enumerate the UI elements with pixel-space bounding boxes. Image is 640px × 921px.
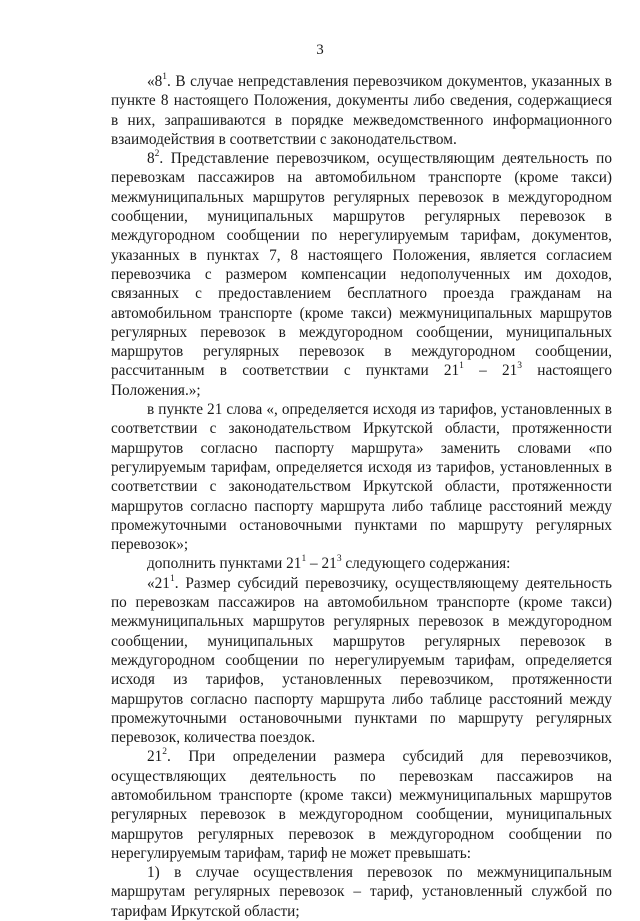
paragraph	[111, 72, 612, 149]
superscript: 2	[162, 747, 168, 758]
text-run: следующего содержания:	[341, 555, 511, 573]
paragraph	[111, 863, 612, 921]
text-run: 21	[147, 748, 163, 766]
text-run: 1) в случае осуществления перевозок по межмуниципальным маршрутам регулярных перевозок – тариф, установленный службой по тарифам Иркутской области;	[111, 864, 612, 920]
text-run: – 21	[463, 362, 518, 380]
text-run: дополнить пунктами 21	[147, 555, 302, 573]
superscript: 2	[154, 149, 160, 160]
superscript: 3	[336, 554, 342, 565]
text-run: «8	[147, 73, 163, 90]
text-run: 8	[147, 150, 155, 168]
text-run: . Представление перевозчиком, осуществляющим деятельность по перевозкам пассажиров на автомобильном транспорте (кроме такси) межмуниципальных маршрутов регулярных перевозок в междугородном сообщении, муниципальных маршрутов регулярных перевозок в междугородном сообщении по нерегулируемым тарифам, документов, указанных в пунктах 7, 8 настоящего Положения, является согласием перевозчика с размером компенсации недополученных им доходов, связанных с предоставлением бесплатного проезда гражданам на автомобильном транспорте (кроме такси) межмуниципальных маршрутов регулярных перевозок в междугородном сообщении, муниципальных маршрутов регулярных перевозок в междугородном сообщении, рассчитанным в соответствии с пунктами 21	[111, 150, 612, 380]
superscript: 3	[517, 361, 523, 372]
text-run: . В случае непредставления перевозчиком документов, указанных в пункте 8 настоящего Положения, документы либо сведения, содержащиеся в них, запрашиваются в порядке межведомственного информационного взаимодействия в соответствии с законодательством.	[111, 73, 612, 148]
superscript: 1	[169, 573, 175, 584]
paragraph	[111, 149, 612, 400]
text-run: настоящего Положения.»;	[111, 362, 613, 399]
paragraph	[111, 747, 612, 863]
text-run: . При определении размера субсидий для перевозчиков, осуществляющих деятельность по перевозкам пассажиров на автомобильном транспорте (кроме такси) межмуниципальных маршрутов регулярных перевозок в междугородном сообщении, муниципальных маршрутов регулярных перевозок в междугородном сообщении по нерегулируемым тарифам, тариф не может превышать:	[111, 748, 612, 862]
text-run: . Размер субсидий перевозчику, осуществляющему деятельность по перевозкам пассажиров на автомобильном транспорте (кроме такси) межмуниципальных маршрутов регулярных перевозок в междугородном сообщении, муниципальных маршрутов регулярных перевозок в междугородном сообщении по нерегулируемым тарифам, определяется исходя из тарифов, установленных перевозчиком, протяженности маршрутов согласно паспорту маршрута либо таблице расстояний между промежуточными остановочными пунктами по маршруту регулярных перевозок, количества поездок.	[111, 574, 612, 747]
superscript: 1	[301, 554, 307, 565]
paragraph	[111, 574, 612, 748]
document-body	[111, 72, 612, 921]
text-run: «21	[147, 574, 170, 592]
paragraph	[111, 554, 612, 573]
page-number: 3	[316, 42, 324, 58]
text-run: в пункте 21 слова «, определяется исходя из тарифов, установленных в соответствии с законодательством Иркутской области, протяженности маршрутов согласно паспорту маршрута» заменить словами «по регулируемым тарифам, определяется исходя из тарифов, установленных в соответствии с законодательством Иркутской области, протяженности маршрутов согласно паспорту маршрута либо таблице расстояний между промежуточными остановочными пунктами по маршруту регулярных перевозок»;	[111, 401, 612, 554]
paragraph	[111, 400, 612, 554]
text-run: – 21	[306, 555, 337, 573]
superscript: 1	[459, 361, 464, 372]
superscript: 1	[162, 71, 168, 82]
